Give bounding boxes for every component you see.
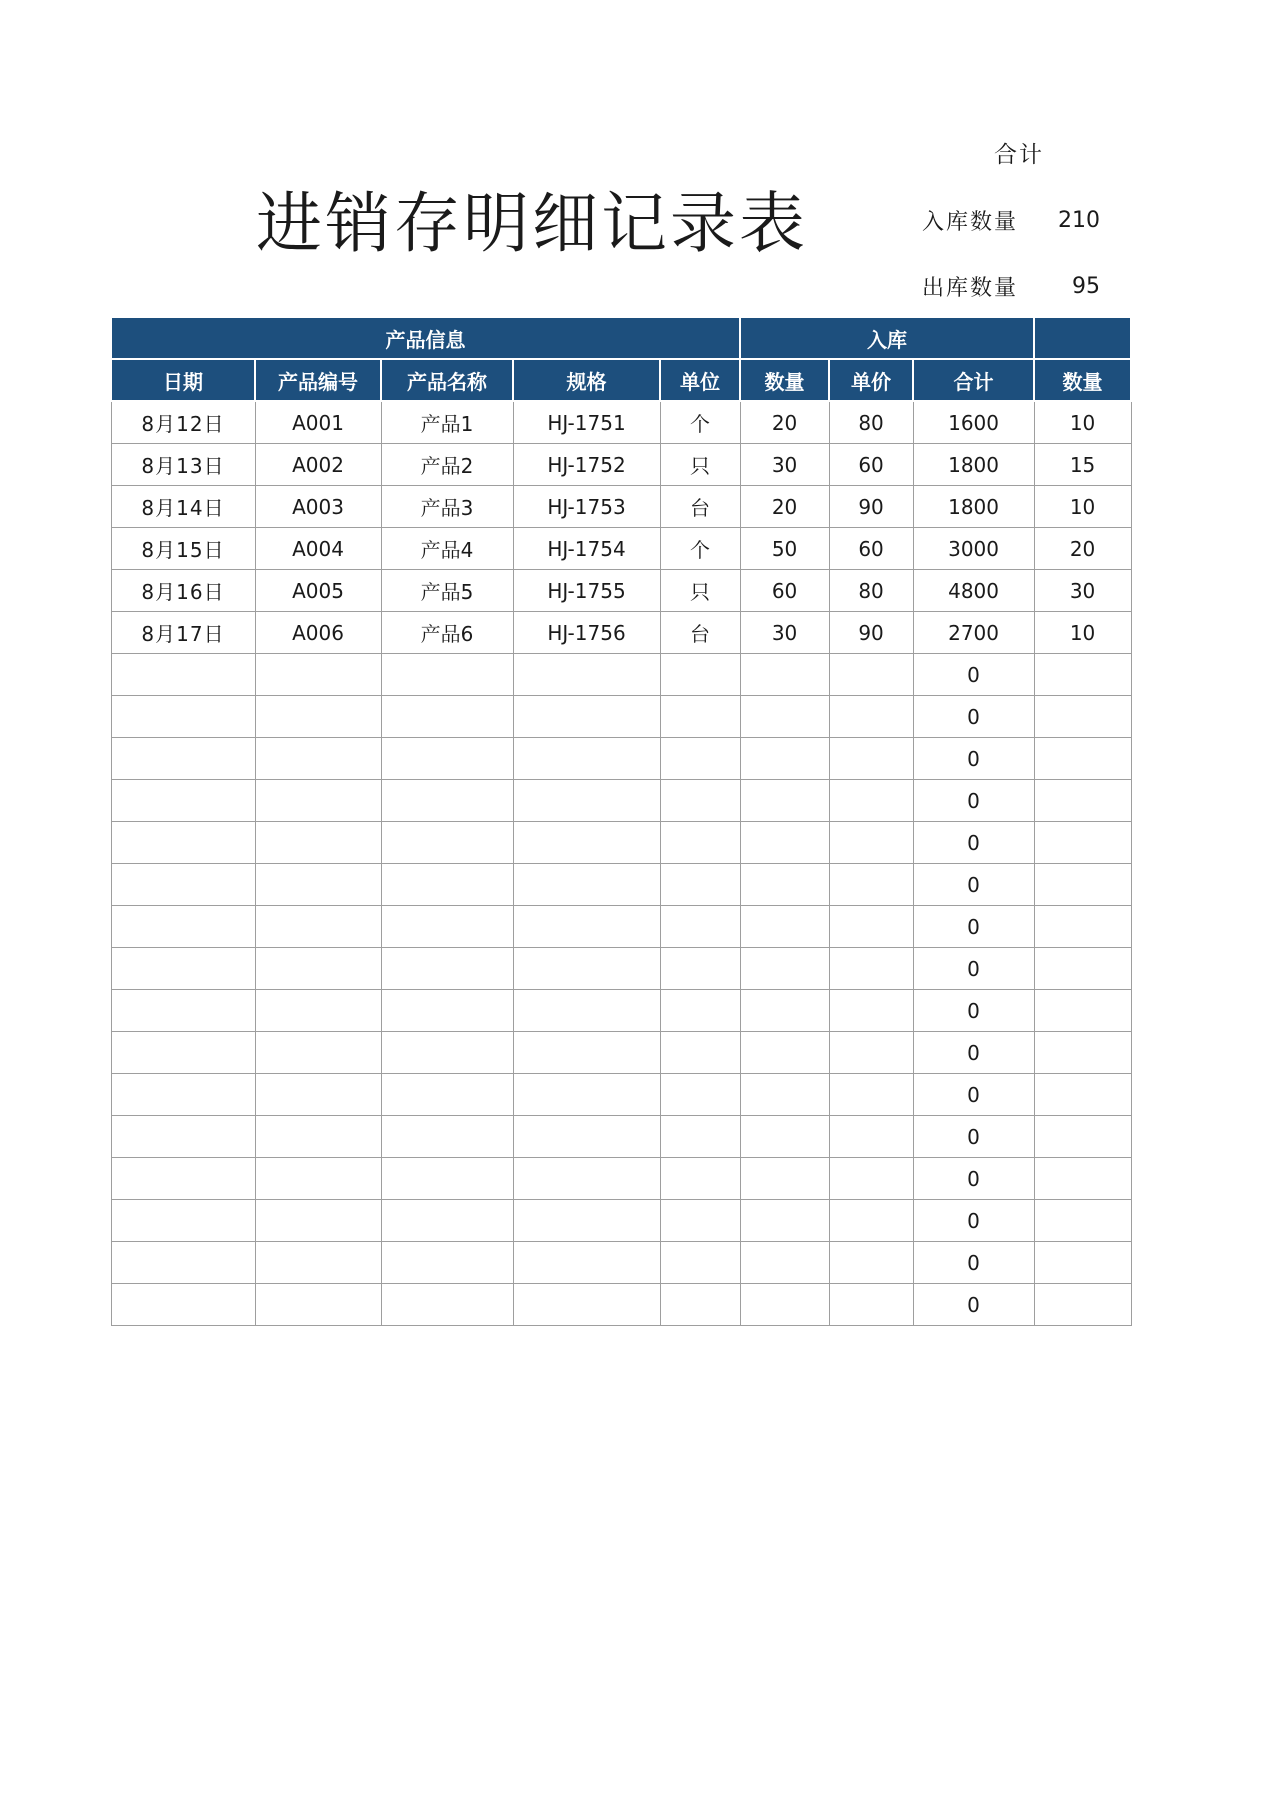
inbound-qty-cell[interactable] [740, 696, 829, 738]
table-row [111, 486, 1131, 528]
product-code-cell[interactable] [255, 1242, 381, 1284]
spec-cell[interactable]: HJ-1755 [513, 570, 660, 612]
inbound-total-cell[interactable]: 0 [913, 1200, 1034, 1242]
ledger-body [111, 401, 1131, 1326]
product-name-cell[interactable] [381, 1242, 513, 1284]
spec-cell[interactable] [513, 1158, 660, 1200]
inbound-total-cell[interactable]: 0 [913, 780, 1034, 822]
unit-cell[interactable] [660, 1116, 740, 1158]
unit-cell[interactable] [660, 1242, 740, 1284]
unit-price-cell[interactable] [829, 1284, 913, 1326]
inbound-qty-cell[interactable] [740, 738, 829, 780]
table-row [111, 1158, 1131, 1200]
product-name-cell[interactable] [381, 696, 513, 738]
date-cell[interactable]: 8月17日 [111, 612, 255, 654]
summary-outbound-label: 出库数量 [922, 275, 1019, 301]
product-name-cell[interactable]: 产品4 [381, 528, 513, 570]
inbound-qty-cell[interactable] [740, 654, 829, 696]
inbound-total-cell[interactable]: 0 [913, 906, 1034, 948]
unit-cell[interactable] [660, 654, 740, 696]
inbound-qty-cell[interactable] [740, 1074, 829, 1116]
inbound-total-cell[interactable]: 0 [913, 654, 1034, 696]
table-row [111, 864, 1131, 906]
spec-cell[interactable] [513, 822, 660, 864]
unit-price-cell[interactable] [829, 696, 913, 738]
unit-cell[interactable] [660, 1158, 740, 1200]
inbound-total-cell[interactable]: 0 [913, 1158, 1034, 1200]
inbound-qty-cell[interactable] [740, 1200, 829, 1242]
unit-cell[interactable] [660, 780, 740, 822]
product-name-cell[interactable] [381, 822, 513, 864]
date-cell[interactable]: 8月13日 [111, 444, 255, 486]
table-row [111, 990, 1131, 1032]
inbound-qty-cell[interactable] [740, 780, 829, 822]
outbound-qty-cell[interactable] [1034, 1074, 1131, 1116]
unit-cell[interactable] [660, 696, 740, 738]
inbound-total-cell[interactable]: 1600 [913, 401, 1034, 444]
column-header-inbound-total: 合计 [913, 359, 1034, 401]
table-row [111, 401, 1131, 444]
inbound-total-cell[interactable]: 0 [913, 1242, 1034, 1284]
table-row [111, 1116, 1131, 1158]
product-name-cell[interactable] [381, 1158, 513, 1200]
outbound-qty-cell[interactable] [1034, 780, 1131, 822]
unit-cell[interactable]: 只 [660, 570, 740, 612]
inbound-qty-cell[interactable] [740, 864, 829, 906]
spec-cell[interactable]: HJ-1753 [513, 486, 660, 528]
inbound-total-cell[interactable]: 0 [913, 822, 1034, 864]
product-name-cell[interactable]: 产品5 [381, 570, 513, 612]
spec-cell[interactable] [513, 1032, 660, 1074]
table-row [111, 1200, 1131, 1242]
spec-cell[interactable] [513, 1242, 660, 1284]
product-code-cell[interactable] [255, 696, 381, 738]
date-cell[interactable] [111, 1074, 255, 1116]
date-cell[interactable]: 8月14日 [111, 486, 255, 528]
spec-cell[interactable] [513, 948, 660, 990]
column-header-unit-price: 单价 [829, 359, 913, 401]
date-cell[interactable]: 8月15日 [111, 528, 255, 570]
unit-price-cell[interactable] [829, 990, 913, 1032]
product-code-cell[interactable] [255, 1284, 381, 1326]
outbound-qty-cell[interactable] [1034, 864, 1131, 906]
table-row [111, 822, 1131, 864]
date-cell[interactable] [111, 1116, 255, 1158]
product-code-cell[interactable] [255, 654, 381, 696]
inbound-total-cell[interactable]: 0 [913, 1284, 1034, 1326]
unit-cell[interactable] [660, 738, 740, 780]
table-row [111, 570, 1131, 612]
unit-price-cell[interactable] [829, 822, 913, 864]
product-name-cell[interactable] [381, 738, 513, 780]
unit-cell[interactable] [660, 864, 740, 906]
product-name-cell[interactable] [381, 948, 513, 990]
table-row [111, 1074, 1131, 1116]
unit-price-cell[interactable] [829, 1074, 913, 1116]
inbound-qty-cell[interactable]: 30 [740, 612, 829, 654]
inbound-total-cell[interactable]: 0 [913, 864, 1034, 906]
unit-price-cell[interactable] [829, 948, 913, 990]
product-code-cell[interactable] [255, 780, 381, 822]
spec-cell[interactable] [513, 1200, 660, 1242]
inbound-qty-cell[interactable] [740, 990, 829, 1032]
outbound-qty-cell[interactable] [1034, 1116, 1131, 1158]
unit-cell[interactable] [660, 1032, 740, 1074]
product-code-cell[interactable]: A001 [255, 401, 381, 444]
outbound-qty-cell[interactable]: 10 [1034, 401, 1131, 444]
outbound-qty-cell[interactable] [1034, 696, 1131, 738]
spec-cell[interactable] [513, 990, 660, 1032]
inbound-total-cell[interactable]: 4800 [913, 570, 1034, 612]
outbound-qty-cell[interactable]: 10 [1034, 486, 1131, 528]
unit-price-cell[interactable]: 80 [829, 570, 913, 612]
inbound-total-cell[interactable]: 0 [913, 1032, 1034, 1074]
unit-cell[interactable] [660, 1284, 740, 1326]
inbound-qty-cell[interactable] [740, 906, 829, 948]
product-code-cell[interactable]: A006 [255, 612, 381, 654]
unit-cell[interactable] [660, 1200, 740, 1242]
product-name-cell[interactable] [381, 864, 513, 906]
summary-inbound [922, 203, 1112, 237]
outbound-qty-cell[interactable] [1034, 1242, 1131, 1284]
inbound-total-cell[interactable]: 3000 [913, 528, 1034, 570]
product-name-cell[interactable]: 产品3 [381, 486, 513, 528]
unit-cell[interactable] [660, 906, 740, 948]
table-row [111, 1242, 1131, 1284]
date-cell[interactable]: 8月12日 [111, 401, 255, 444]
inbound-total-cell[interactable]: 2700 [913, 612, 1034, 654]
inbound-qty-cell[interactable] [740, 822, 829, 864]
table-row [111, 528, 1131, 570]
date-cell[interactable] [111, 906, 255, 948]
date-cell[interactable] [111, 822, 255, 864]
product-code-cell[interactable]: A003 [255, 486, 381, 528]
product-code-cell[interactable] [255, 990, 381, 1032]
group-header-product-info: 产品信息 [111, 318, 740, 359]
spec-cell[interactable]: HJ-1751 [513, 401, 660, 444]
product-code-cell[interactable] [255, 1116, 381, 1158]
inventory-ledger-table [110, 318, 1132, 1326]
date-cell[interactable] [111, 780, 255, 822]
product-name-cell[interactable] [381, 906, 513, 948]
product-name-cell[interactable] [381, 1032, 513, 1074]
unit-cell[interactable] [660, 822, 740, 864]
table-row [111, 654, 1131, 696]
date-cell[interactable] [111, 990, 255, 1032]
inbound-qty-cell[interactable]: 50 [740, 528, 829, 570]
document-title: 进销存明细记录表 [256, 185, 808, 262]
outbound-qty-cell[interactable]: 15 [1034, 444, 1131, 486]
date-cell[interactable]: 8月16日 [111, 570, 255, 612]
date-cell[interactable] [111, 1200, 255, 1242]
product-name-cell[interactable] [381, 1200, 513, 1242]
summary-outbound-value: 95 [1072, 273, 1100, 299]
inbound-qty-cell[interactable] [740, 1158, 829, 1200]
spec-cell[interactable] [513, 864, 660, 906]
product-code-cell[interactable] [255, 1032, 381, 1074]
outbound-qty-cell[interactable] [1034, 1158, 1131, 1200]
column-header-spec: 规格 [513, 359, 660, 401]
summary-inbound-value: 210 [1058, 207, 1100, 233]
inbound-total-cell[interactable]: 0 [913, 948, 1034, 990]
date-cell[interactable] [111, 738, 255, 780]
inbound-total-cell[interactable]: 0 [913, 696, 1034, 738]
group-header-row [111, 318, 1131, 359]
spec-cell[interactable]: HJ-1754 [513, 528, 660, 570]
product-name-cell[interactable] [381, 1116, 513, 1158]
date-cell[interactable] [111, 948, 255, 990]
unit-price-cell[interactable] [829, 1158, 913, 1200]
date-cell[interactable] [111, 696, 255, 738]
product-name-cell[interactable]: 产品6 [381, 612, 513, 654]
table-row [111, 696, 1131, 738]
inbound-total-cell[interactable]: 1800 [913, 486, 1034, 528]
column-header-date: 日期 [111, 359, 255, 401]
outbound-qty-cell[interactable] [1034, 1032, 1131, 1074]
inbound-qty-cell[interactable]: 30 [740, 444, 829, 486]
spec-cell[interactable] [513, 738, 660, 780]
table-row [111, 738, 1131, 780]
inbound-total-cell[interactable]: 0 [913, 990, 1034, 1032]
product-name-cell[interactable] [381, 1074, 513, 1116]
product-code-cell[interactable] [255, 864, 381, 906]
product-code-cell[interactable] [255, 948, 381, 990]
date-cell[interactable] [111, 1284, 255, 1326]
group-header-inbound: 入库 [740, 318, 1034, 359]
product-code-cell[interactable] [255, 906, 381, 948]
inbound-total-cell[interactable]: 1800 [913, 444, 1034, 486]
unit-cell[interactable]: 只 [660, 444, 740, 486]
unit-cell[interactable] [660, 1074, 740, 1116]
unit-price-cell[interactable] [829, 654, 913, 696]
unit-price-cell[interactable] [829, 1242, 913, 1284]
outbound-qty-cell[interactable] [1034, 654, 1131, 696]
unit-price-cell[interactable] [829, 864, 913, 906]
unit-price-cell[interactable]: 60 [829, 528, 913, 570]
spec-cell[interactable] [513, 906, 660, 948]
product-code-cell[interactable]: A005 [255, 570, 381, 612]
table-row [111, 1284, 1131, 1326]
outbound-qty-cell[interactable] [1034, 738, 1131, 780]
product-code-cell[interactable]: A002 [255, 444, 381, 486]
product-code-cell[interactable] [255, 822, 381, 864]
unit-price-cell[interactable] [829, 1032, 913, 1074]
date-cell[interactable] [111, 1158, 255, 1200]
inbound-qty-cell[interactable]: 20 [740, 486, 829, 528]
unit-cell[interactable]: 台 [660, 486, 740, 528]
spec-cell[interactable] [513, 1074, 660, 1116]
product-code-cell[interactable] [255, 1074, 381, 1116]
summary-outbound [922, 269, 1112, 303]
inbound-qty-cell[interactable] [740, 1284, 829, 1326]
unit-cell[interactable]: 个 [660, 528, 740, 570]
inbound-qty-cell[interactable]: 20 [740, 401, 829, 444]
group-header-outbound [1034, 318, 1131, 359]
product-name-cell[interactable] [381, 990, 513, 1032]
spec-cell[interactable] [513, 696, 660, 738]
column-header-outbound-qty: 数量 [1034, 359, 1131, 401]
spec-cell[interactable] [513, 1284, 660, 1326]
inbound-total-cell[interactable]: 0 [913, 1116, 1034, 1158]
table-row [111, 906, 1131, 948]
outbound-qty-cell[interactable]: 10 [1034, 612, 1131, 654]
table-row [111, 948, 1131, 990]
date-cell[interactable] [111, 1242, 255, 1284]
product-code-cell[interactable] [255, 738, 381, 780]
summary-total-label: 合计 [994, 142, 1044, 168]
table-row [111, 444, 1131, 486]
column-header-unit: 单位 [660, 359, 740, 401]
table-row [111, 780, 1131, 822]
column-header-product-name: 产品名称 [381, 359, 513, 401]
summary-inbound-label: 入库数量 [922, 209, 1019, 235]
inbound-qty-cell[interactable] [740, 1032, 829, 1074]
inbound-total-cell[interactable]: 0 [913, 738, 1034, 780]
outbound-qty-cell[interactable] [1034, 1284, 1131, 1326]
unit-cell[interactable] [660, 948, 740, 990]
unit-price-cell[interactable]: 90 [829, 612, 913, 654]
inbound-qty-cell[interactable]: 60 [740, 570, 829, 612]
product-name-cell[interactable] [381, 780, 513, 822]
unit-price-cell[interactable] [829, 906, 913, 948]
product-name-cell[interactable]: 产品2 [381, 444, 513, 486]
spec-cell[interactable] [513, 780, 660, 822]
column-header-inbound-qty: 数量 [740, 359, 829, 401]
inbound-total-cell[interactable]: 0 [913, 1074, 1034, 1116]
spec-cell[interactable] [513, 1116, 660, 1158]
unit-cell[interactable]: 台 [660, 612, 740, 654]
product-code-cell[interactable] [255, 1158, 381, 1200]
column-header-row [111, 359, 1131, 401]
spec-cell[interactable] [513, 654, 660, 696]
outbound-qty-cell[interactable] [1034, 822, 1131, 864]
outbound-qty-cell[interactable] [1034, 1200, 1131, 1242]
unit-price-cell[interactable]: 60 [829, 444, 913, 486]
date-cell[interactable] [111, 864, 255, 906]
inbound-qty-cell[interactable] [740, 1116, 829, 1158]
outbound-qty-cell[interactable] [1034, 990, 1131, 1032]
column-header-product-code: 产品编号 [255, 359, 381, 401]
table-row [111, 612, 1131, 654]
product-code-cell[interactable] [255, 1200, 381, 1242]
unit-price-cell[interactable] [829, 780, 913, 822]
product-name-cell[interactable] [381, 654, 513, 696]
unit-price-cell[interactable] [829, 738, 913, 780]
unit-cell[interactable] [660, 990, 740, 1032]
unit-price-cell[interactable]: 90 [829, 486, 913, 528]
date-cell[interactable] [111, 654, 255, 696]
spec-cell[interactable]: HJ-1752 [513, 444, 660, 486]
date-cell[interactable] [111, 1032, 255, 1074]
unit-price-cell[interactable] [829, 1200, 913, 1242]
outbound-qty-cell[interactable] [1034, 948, 1131, 990]
product-name-cell[interactable]: 产品1 [381, 401, 513, 444]
unit-price-cell[interactable] [829, 1116, 913, 1158]
outbound-qty-cell[interactable]: 20 [1034, 528, 1131, 570]
outbound-qty-cell[interactable]: 30 [1034, 570, 1131, 612]
inbound-qty-cell[interactable] [740, 1242, 829, 1284]
inbound-qty-cell[interactable] [740, 948, 829, 990]
outbound-qty-cell[interactable] [1034, 906, 1131, 948]
product-name-cell[interactable] [381, 1284, 513, 1326]
table-row [111, 1032, 1131, 1074]
unit-price-cell[interactable]: 80 [829, 401, 913, 444]
spec-cell[interactable]: HJ-1756 [513, 612, 660, 654]
product-code-cell[interactable]: A004 [255, 528, 381, 570]
unit-cell[interactable]: 个 [660, 401, 740, 444]
